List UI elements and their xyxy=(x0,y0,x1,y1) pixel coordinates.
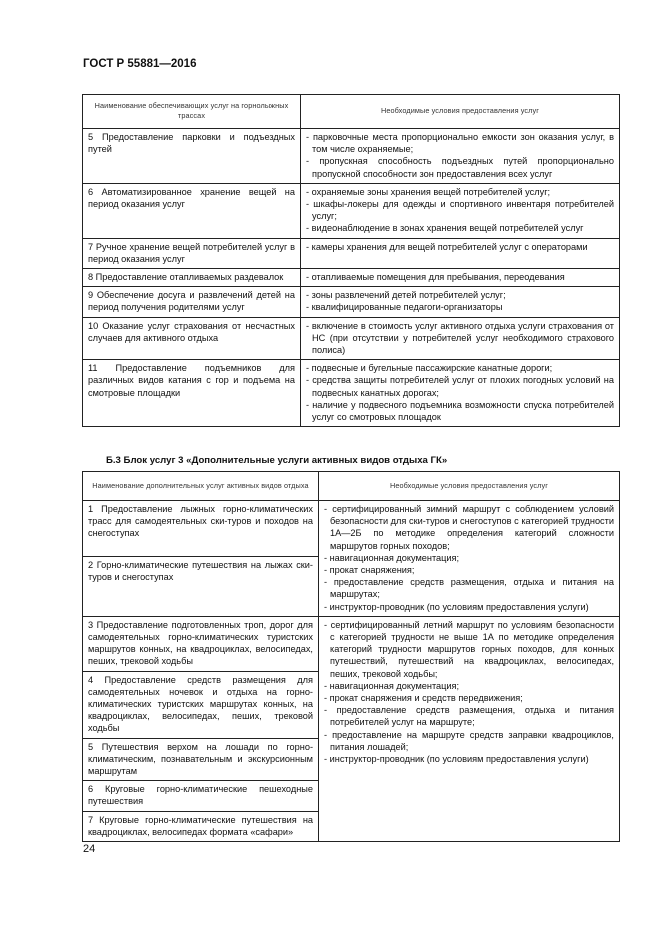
table2-col2-header: Необходимые условия предоставления услуг xyxy=(319,472,620,501)
table-row xyxy=(83,269,620,287)
table-row xyxy=(83,238,620,268)
condition-item: - шкафы-локеры для одежды и спортивного инвентаря потребителей услуг; xyxy=(306,199,614,222)
conditions-cell xyxy=(301,238,620,268)
condition-item: - включение в стоимость услуг активного отдыха услуги страхования от НС (при отсутствии у потребителей услуг необходимого страхового полиса) xyxy=(306,320,614,356)
service-cell: 5 Путешествия верхом на лошади по горно-климатическим, познавательным и экскурсионным маршрутам xyxy=(83,738,319,781)
page-number: 24 xyxy=(83,843,96,855)
condition-item: - парковочные места пропорционально емкости зон оказания услуг, в том числе охраняемые; xyxy=(306,132,614,155)
condition-item: - наличие у подвесного подъемника возможности спуска потребителей услуг со смотровых площадок xyxy=(306,399,614,423)
conditions-cell xyxy=(301,269,620,287)
condition-item: - предоставление средств размещения, отдыха и питания потребителей услуг на маршруте; xyxy=(324,705,614,728)
condition-item: - инструктор-проводник (по условиям предоставления услуги) xyxy=(324,754,589,765)
table-row xyxy=(83,616,620,671)
condition-item: - отапливаемые помещения для пребывания, переодевания xyxy=(306,272,565,283)
service-cell: 1 Предоставление лыжных горно-климатических трасс для самодеятельных ски-туров и походов на снегоступах xyxy=(83,501,319,557)
table2-col1-header: Наименование дополнительных услуг активных видов отдыха xyxy=(83,472,319,501)
condition-item: - квалифицированные педагоги-организаторы xyxy=(306,302,503,313)
table-row xyxy=(83,287,620,317)
service-cell: 5 Предоставление парковки и подъездных путей xyxy=(83,129,301,184)
condition-item: - предоставление на маршруте средств заправки квадроциклов, питания лошадей; xyxy=(324,729,614,752)
condition-item: - прокат снаряжения; xyxy=(324,565,415,576)
condition-item: - средства защиты потребителей услуг от плохих погодных условий на подвесных канатных дорогах; xyxy=(306,375,614,398)
service-cell: 9 Обеспечение досуга и развлечений детей на период получения родителями услуг xyxy=(83,287,301,317)
condition-item: - камеры хранения для вещей потребителей услуг с операторами xyxy=(306,241,588,252)
condition-item: - подвесные и бугельные пассажирские канатные дороги; xyxy=(306,363,553,374)
condition-item: - инструктор-проводник (по условиям предоставления услуги) xyxy=(324,601,589,612)
service-cell: 10 Оказание услуг страхования от несчастных случаев для активного отдыха xyxy=(83,317,301,360)
condition-item: - прокат снаряжения и средств передвижения; xyxy=(324,693,523,704)
document-code: ГОСТ Р 55881—2016 xyxy=(83,58,197,70)
table-row xyxy=(83,183,620,238)
service-cell: 4 Предоставление средств размещения для самодеятельных ночевок и отдыха на горно-климатических туристских маршрутах конных, на квадроциклах, велосипедах, пеших, трековой ходьбы xyxy=(83,671,319,738)
service-cell: 3 Предоставление подготовленных троп, дорог для самодеятельных горно-климатических туристских маршрутов конных, на квадроциклах, велосипедах, пеших, трековой ходьбы xyxy=(83,616,319,671)
conditions-cell-summer xyxy=(319,616,620,841)
condition-item: - пропускная способность подъездных путей пропорционально пропускной способности зон предоставления всех услуг xyxy=(306,156,614,179)
condition-item: - предоставление средств размещения, отдыха и питания на маршрутах; xyxy=(324,577,614,600)
conditions-cell xyxy=(301,183,620,238)
table-row xyxy=(83,129,620,184)
service-cell: 6 Круговые горно-климатические пешеходные путешествия xyxy=(83,781,319,811)
conditions-cell xyxy=(301,287,620,317)
conditions-cell xyxy=(301,129,620,184)
condition-item: - сертифицированный зимний маршрут с соблюдением условий безопасности для ски-туров и снегоступов с категорией трудности 1А—2Б по методике определения категорий сложности маршрутов горных походов; xyxy=(324,504,614,551)
conditions-cell-winter xyxy=(319,501,620,617)
service-cell: 7 Ручное хранение вещей потребителей услуг в период оказания услуг xyxy=(83,238,301,268)
table1-col2-header: Необходимые условия предоставления услуг xyxy=(301,95,620,129)
condition-item: - зоны развлечений детей потребителей услуг; xyxy=(306,290,506,301)
table-row xyxy=(83,360,620,427)
table-main-services xyxy=(82,94,620,427)
section-heading: Б.3 Блок услуг 3 «Дополнительные услуги активных видов отдыха ГК» xyxy=(106,455,448,466)
table-additional-services xyxy=(82,471,620,842)
service-cell: 11 Предоставление подъемников для различных видов катания с гор и подъема на смотровые площадки xyxy=(83,360,301,427)
table-row xyxy=(83,317,620,360)
condition-item: - видеонаблюдение в зонах хранения вещей потребителей услуг xyxy=(306,223,584,234)
condition-item: - навигационная документация; xyxy=(324,680,460,691)
condition-item: - навигационная документация; xyxy=(324,552,460,563)
service-cell: 6 Автоматизированное хранение вещей на период оказания услуг xyxy=(83,183,301,238)
condition-item: - сертифицированный летний маршрут по условиям безопасности с категорией трудности не выше 1А по методике определения категорий трудности маршрутов горных походов, для конных путешествий, путешествий на квадроциклах, велосипедах, пеших, трековой ходьбы; xyxy=(324,619,614,679)
conditions-cell xyxy=(301,317,620,360)
service-cell: 2 Горно-климатические путешествия на лыжах ски-туров и снегоступах xyxy=(83,556,319,616)
table-row xyxy=(83,501,620,557)
service-cell: 7 Круговые горно-климатические путешествия на квадроциклах, велосипедах формата «сафари» xyxy=(83,811,319,841)
service-cell: 8 Предоставление отапливаемых раздевалок xyxy=(83,269,301,287)
conditions-cell xyxy=(301,360,620,427)
table1-col1-header: Наименование обеспечивающих услуг на горнолыжных трассах xyxy=(83,95,301,129)
condition-item: - охраняемые зоны хранения вещей потребителей услуг; xyxy=(306,186,551,197)
